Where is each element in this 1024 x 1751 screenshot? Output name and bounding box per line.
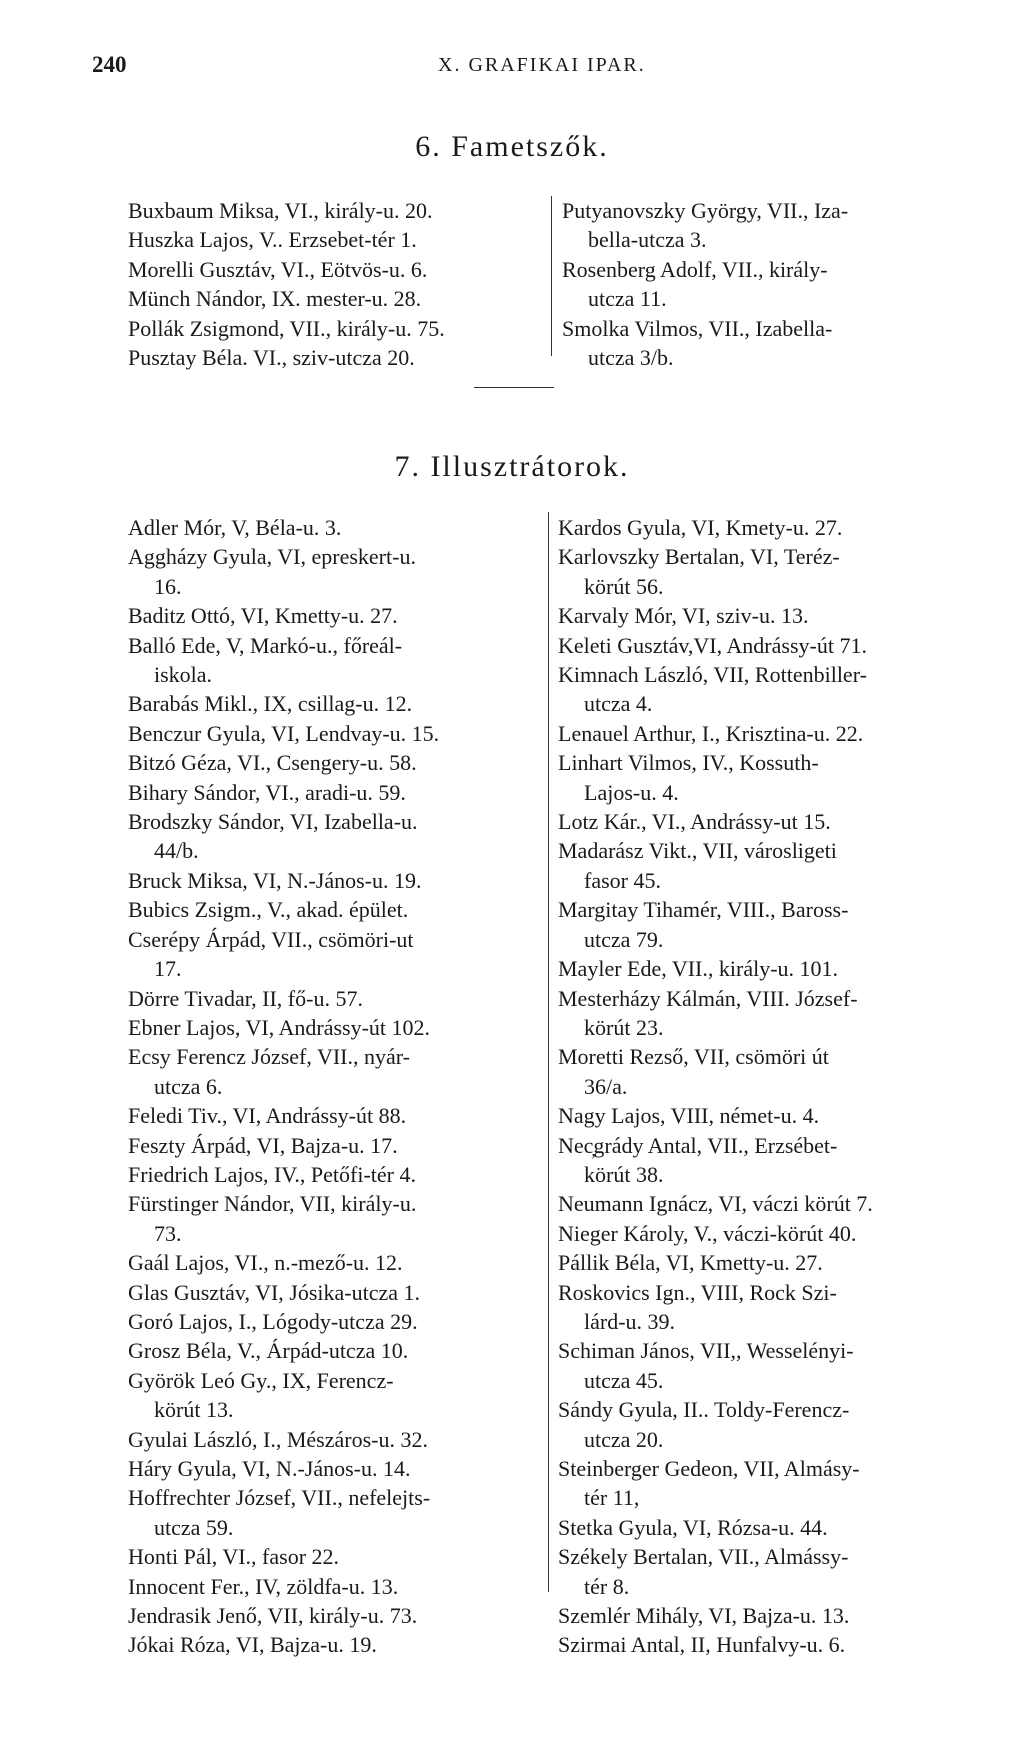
directory-entry <box>558 954 968 983</box>
directory-entry <box>558 601 968 630</box>
entry-continuation: 44/b. <box>154 838 199 864</box>
entry-line: Baditz Ottó, VI, Kmetty-u. 27. <box>128 603 398 629</box>
section-6-right-column <box>562 196 962 372</box>
entry-line: Putyanovszky György, VII., Iza- <box>562 198 849 223</box>
entry-line: Nieger Károly, V., váczi-körút 40. <box>558 1220 857 1246</box>
entry-line: Brodszky Sándor, VI, Izabella-u. <box>128 809 418 835</box>
entry-line: Honti Pál, VI., fasor 22. <box>128 1544 340 1570</box>
entry-line: Benczur Gyula, VI, Lendvay-u. 15. <box>128 720 440 746</box>
directory-entry <box>128 1131 540 1160</box>
directory-entry <box>558 1542 968 1601</box>
running-title: X. GRAFIKAI IPAR. <box>438 54 646 76</box>
directory-entry <box>128 1278 540 1307</box>
entry-line: Szemlér Mihály, VI, Bajza-u. 13. <box>558 1603 850 1629</box>
entry-line: Ecsy Ferencz József, VII., nyár- <box>128 1044 410 1070</box>
directory-entry <box>128 196 540 225</box>
directory-entry <box>128 1630 540 1659</box>
entry-continuation: utcza 79. <box>584 926 664 952</box>
directory-entry <box>558 719 968 748</box>
entry-line: Rosenberg Adolf, VII., király- <box>562 256 828 282</box>
entry-continuation: tér 8. <box>584 1573 630 1599</box>
directory-entry <box>558 1219 968 1248</box>
entry-line: Feledi Tiv., VI, Andrássy-út 88. <box>128 1103 407 1129</box>
directory-entry <box>128 689 540 718</box>
entry-line: Schiman János, VII,, Wesselényi- <box>558 1338 854 1364</box>
directory-entry <box>558 1601 968 1630</box>
directory-entry <box>128 1336 540 1365</box>
directory-entry <box>128 1425 540 1454</box>
directory-entry <box>128 1160 540 1189</box>
directory-entry <box>128 984 540 1013</box>
directory-entry <box>128 866 540 895</box>
entry-line: Buxbaum Miksa, VI., király-u. 20. <box>128 198 433 223</box>
entry-continuation: 16. <box>154 573 182 599</box>
directory-entry <box>128 1366 540 1425</box>
entry-line: Goró Lajos, I., Lógody-utcza 29. <box>128 1308 418 1334</box>
entry-line: Bitzó Géza, VI., Csengery-u. 58. <box>128 750 417 776</box>
entry-line: Huszka Lajos, V.. Erzsebet-tér 1. <box>128 227 417 253</box>
entry-line: Bruck Miksa, VI, N.-János-u. 19. <box>128 867 422 893</box>
entry-line: Roskovics Ign., VIII, Rock Szi- <box>558 1279 837 1305</box>
entry-line: Innocent Fer., IV, zöldfa-u. 13. <box>128 1573 399 1599</box>
entry-continuation: utcza 4. <box>584 691 653 717</box>
directory-entry <box>128 925 540 984</box>
column-divider <box>548 512 549 1592</box>
entry-line: Székely Bertalan, VII., Almássy- <box>558 1544 849 1570</box>
directory-entry <box>128 1601 540 1630</box>
directory-entry <box>562 255 962 314</box>
entry-continuation: utcza 11. <box>588 286 667 312</box>
directory-entry <box>128 1542 540 1571</box>
directory-entry <box>128 225 540 254</box>
entry-line: Moretti Rezső, VII, csömöri út <box>558 1044 829 1070</box>
entry-continuation: lárd-u. 39. <box>584 1308 676 1334</box>
entry-continuation: iskola. <box>154 662 213 688</box>
entry-line: Adler Mór, V, Béla-u. 3. <box>128 515 342 540</box>
entry-line: Karlovszky Bertalan, VI, Teréz- <box>558 544 840 570</box>
directory-entry <box>128 601 540 630</box>
entry-continuation: utcza 6. <box>154 1073 223 1099</box>
entry-continuation: Lajos-u. 4. <box>584 779 679 805</box>
directory-entry <box>558 1336 968 1395</box>
entry-line: Kardos Gyula, VI, Kmety-u. 27. <box>558 515 843 540</box>
directory-entry <box>128 1189 540 1248</box>
entry-line: Karvaly Mór, VI, sziv-u. 13. <box>558 603 809 629</box>
entry-line: Hoffrechter József, VII., nefelejts- <box>128 1485 431 1511</box>
directory-entry <box>128 895 540 924</box>
directory-entry <box>558 542 968 601</box>
page-header <box>0 48 1024 88</box>
entry-line: Pusztay Béla. VI., sziv-utcza 20. <box>128 345 415 371</box>
directory-entry <box>558 1248 968 1277</box>
directory-entry <box>128 748 540 777</box>
directory-entry <box>128 1307 540 1336</box>
directory-entry <box>128 314 540 343</box>
entry-continuation: bella-utcza 3. <box>588 227 707 253</box>
directory-entry <box>558 513 968 542</box>
entry-line: Neumann Ignácz, VI, váczi körút 7. <box>558 1191 873 1217</box>
entry-line: Madarász Vikt., VII, városligeti <box>558 838 837 864</box>
entry-continuation: utcza 59. <box>154 1514 234 1540</box>
directory-entry <box>128 1454 540 1483</box>
directory-entry <box>558 895 968 954</box>
directory-entry <box>128 719 540 748</box>
directory-entry <box>558 1101 968 1130</box>
section-6-title: 6. Fametszők. <box>415 130 609 163</box>
entry-line: Bihary Sándor, VI., aradi-u. 59. <box>128 779 406 805</box>
entry-line: Ebner Lajos, VI, Andrássy-út 102. <box>128 1014 431 1040</box>
entry-continuation: utcza 45. <box>584 1367 664 1393</box>
entry-line: Lenauel Arthur, I., Krisztina-u. 22. <box>558 720 864 746</box>
directory-entry <box>558 836 968 895</box>
column-divider <box>551 196 552 356</box>
directory-entry <box>558 1189 968 1218</box>
entry-line: Dörre Tivadar, II, fő-u. 57. <box>128 985 363 1011</box>
directory-entry <box>562 196 962 255</box>
directory-entry <box>558 1454 968 1513</box>
directory-entry <box>128 807 540 866</box>
directory-entry <box>558 807 968 836</box>
directory-entry <box>562 314 962 373</box>
directory-entry <box>558 748 968 807</box>
entry-continuation: körút 38. <box>584 1161 664 1187</box>
directory-entry <box>128 284 540 313</box>
entry-line: Nec̦grády Antal, VII., Erzsébet- <box>558 1132 838 1158</box>
directory-entry <box>128 255 540 284</box>
entry-continuation: körút 13. <box>154 1397 234 1423</box>
entry-line: Mesterházy Kálmán, VIII. József- <box>558 985 858 1011</box>
directory-entry <box>128 631 540 690</box>
entry-line: Kimnach László, VII, Rottenbiller- <box>558 662 867 688</box>
directory-entry <box>558 660 968 719</box>
directory-entry <box>558 1630 968 1659</box>
entry-line: Friedrich Lajos, IV., Petőfi-tér 4. <box>128 1161 416 1187</box>
entry-continuation: utcza 3/b. <box>588 345 674 371</box>
entry-continuation: körút 56. <box>584 573 664 599</box>
directory-entry <box>128 1042 540 1101</box>
directory-entry <box>558 1513 968 1542</box>
entry-line: Steinberger Gedeon, VII, Almásy- <box>558 1456 860 1481</box>
directory-entry <box>558 1395 968 1454</box>
entry-line: Gaál Lajos, VI., n.-mező-u. 12. <box>128 1250 403 1276</box>
entry-line: Feszty Árpád, VI, Bajza-u. 17. <box>128 1132 398 1158</box>
page-number: 240 <box>92 52 127 77</box>
directory-entry <box>128 778 540 807</box>
directory-entry <box>128 1572 540 1601</box>
directory-entry <box>128 1248 540 1277</box>
directory-entry <box>128 1483 540 1542</box>
entry-continuation: utcza 20. <box>584 1426 664 1452</box>
section-separator-rule <box>474 387 554 388</box>
entry-line: Münch Nándor, IX. mester-u. 28. <box>128 286 422 312</box>
entry-line: Balló Ede, V, Markó-u., főreál- <box>128 632 403 658</box>
entry-line: Nagy Lajos, VIII, német-u. 4. <box>558 1103 820 1129</box>
entry-continuation: fasor 45. <box>584 867 661 893</box>
entry-line: Glas Gusztáv, VI, Jósika-utcza 1. <box>128 1279 421 1305</box>
directory-entry <box>128 1101 540 1130</box>
entry-line: Sándy Gyula, II.. Toldy-Ferencz- <box>558 1397 850 1423</box>
entry-line: Keleti Gusztáv,VI, Andrássy-út 71. <box>558 632 867 658</box>
entry-line: Györök Leó Gy., IX, Ferencz- <box>128 1367 394 1393</box>
entry-line: Stetka Gyula, VI, Rózsa-u. 44. <box>558 1514 828 1540</box>
entry-line: Linhart Vilmos, IV., Kossuth- <box>558 750 819 776</box>
entry-continuation: 17. <box>154 956 182 982</box>
section-7-right-column <box>558 513 968 1660</box>
entry-line: Cserépy Árpád, VII., csömöri-ut <box>128 926 414 952</box>
entry-line: Margitay Tihamér, VIII., Baross- <box>558 897 849 923</box>
entry-continuation: tér 11, <box>584 1485 640 1511</box>
section-7-title: 7. Illusztrátorok. <box>394 450 630 483</box>
entry-line: Szirmai Antal, II, Hunfalvy-u. 6. <box>558 1632 846 1658</box>
directory-entry <box>128 542 540 601</box>
entry-line: Fürstinger Nándor, VII, király-u. <box>128 1191 417 1217</box>
directory-entry <box>558 1131 968 1190</box>
directory-entry <box>128 1013 540 1042</box>
entry-continuation: körút 23. <box>584 1014 664 1040</box>
section-7-left-column <box>128 513 540 1660</box>
directory-entry <box>128 513 540 542</box>
entry-line: Pollák Zsigmond, VII., király-u. 75. <box>128 315 445 341</box>
entry-line: Morelli Gusztáv, VI., Eötvös-u. 6. <box>128 256 428 282</box>
directory-entry <box>558 631 968 660</box>
entry-line: Jókai Róza, VI, Bajza-u. 19. <box>128 1632 377 1658</box>
entry-continuation: 36/a. <box>584 1073 628 1099</box>
entry-line: Bubics Zsigm., V., akad. épület. <box>128 897 409 923</box>
directory-entry <box>558 1042 968 1101</box>
directory-entry <box>558 984 968 1043</box>
entry-line: Háry Gyula, VI, N.-János-u. 14. <box>128 1456 411 1481</box>
entry-continuation: 73. <box>154 1220 182 1246</box>
entry-line: Lotz Kár., VI., Andrássy-ut 15. <box>558 809 831 835</box>
entry-line: Pállik Béla, VI, Kmetty-u. 27. <box>558 1250 823 1276</box>
entry-line: Grosz Béla, V., Árpád-utcza 10. <box>128 1338 409 1364</box>
entry-line: Mayler Ede, VII., király-u. 101. <box>558 956 839 982</box>
entry-line: Aggházy Gyula, VI, epreskert-u. <box>128 544 416 570</box>
entry-line: Smolka Vilmos, VII., Izabella- <box>562 315 833 341</box>
entry-line: Gyulai László, I., Mészáros-u. 32. <box>128 1426 428 1452</box>
directory-entry <box>558 1278 968 1337</box>
entry-line: Jendrasik Jenő, VII, király-u. 73. <box>128 1603 418 1629</box>
entry-line: Barabás Mikl., IX, csillag-u. 12. <box>128 691 413 717</box>
directory-entry <box>128 343 540 372</box>
section-6-left-column <box>128 196 540 372</box>
